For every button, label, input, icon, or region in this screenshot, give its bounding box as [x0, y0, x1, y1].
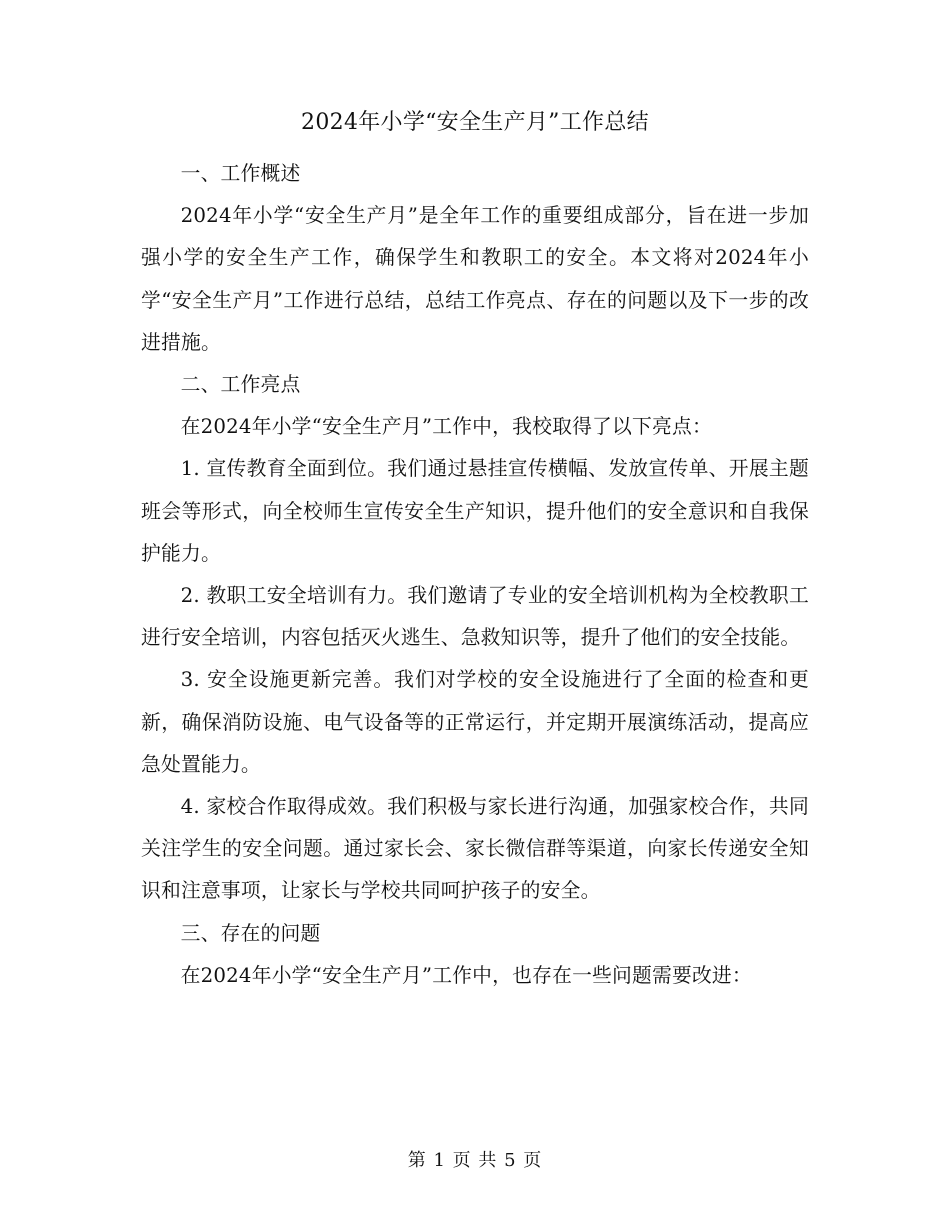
section-heading-problems: 三、存在的问题: [180, 921, 321, 945]
list-item-facilities: 3. 安全设施更新完善。我们对学校的安全设施进行了全面的检查和更新，确保消防设施、电气设备等的正常运行，并定期开展演练活动，提高应急处置能力。: [141, 668, 809, 776]
paragraph-overview: 2024年小学“安全生产月”是全年工作的重要组成部分，旨在进一步加强小学的安全生产工作，确保学生和教职工的安全。本文将对2024年小学“安全生产月”工作进行总结，总结工作亮点、存在的问题以及下一步的改进措施。: [141, 204, 809, 354]
list-item-home-school: 4. 家校合作取得成效。我们积极与家长进行沟通，加强家校合作，共同关注学生的安全问题。通过家长会、家长微信群等渠道，向家长传递安全知识和注意事项，让家长与学校共同呵护孩子的安全。: [141, 795, 809, 903]
list-item-publicity: 1. 宣传教育全面到位。我们通过悬挂宣传横幅、发放宣传单、开展主题班会等形式，向全校师生宣传安全生产知识，提升他们的安全意识和自我保护能力。: [141, 457, 809, 565]
paragraph-highlights-intro: 在2024年小学“安全生产月”工作中，我校取得了以下亮点：: [180, 415, 712, 439]
section-heading-highlights: 二、工作亮点: [180, 373, 301, 397]
page-footer: 第 1 页 共 5 页: [407, 1150, 543, 1171]
list-item-training: 2. 教职工安全培训有力。我们邀请了专业的安全培训机构为全校教职工进行安全培训，内容包括灭火逃生、急救知识等，提升了他们的安全技能。: [141, 584, 809, 650]
document-body: [141, 153, 809, 997]
document-title: 2024年小学“安全生产月”工作总结: [301, 110, 649, 135]
section-heading-overview: 一、工作概述: [180, 162, 301, 185]
paragraph-problems-intro: 在2024年小学“安全生产月”工作中，也存在一些问题需要改进：: [180, 963, 752, 987]
